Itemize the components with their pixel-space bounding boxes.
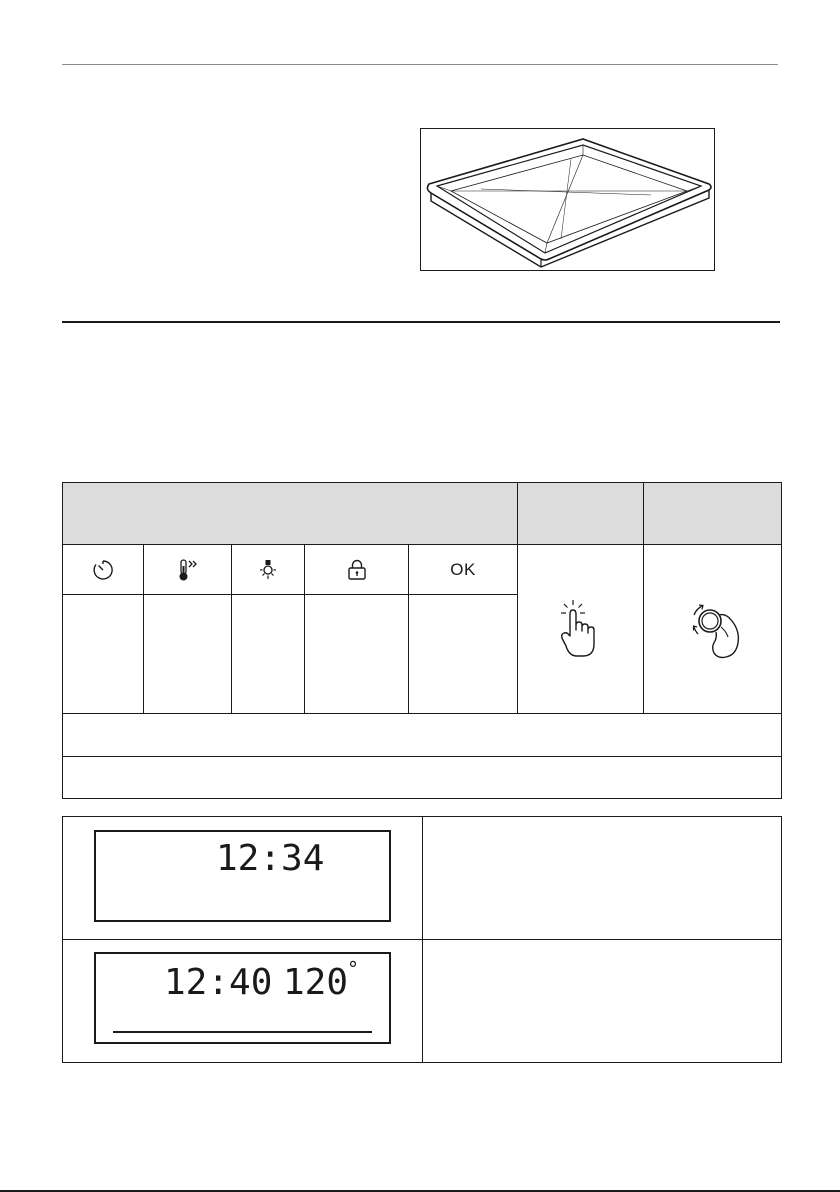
turn-knob-gesture-icon <box>682 597 744 661</box>
light-button[interactable] <box>232 545 304 594</box>
lock-button[interactable] <box>305 545 408 594</box>
table-row <box>63 714 781 756</box>
lcd-digits <box>96 832 389 920</box>
control-panel-table <box>62 482 782 799</box>
header-cell-knob <box>644 483 781 544</box>
display-screen-time <box>94 830 391 922</box>
lcd-digits <box>96 954 389 1042</box>
display-screen-time-temperature <box>94 952 391 1044</box>
touch-gesture-cell <box>518 545 643 713</box>
degree-symbol: ° <box>348 957 358 981</box>
baking-tray-illustration <box>420 128 715 271</box>
timer-description <box>63 595 143 713</box>
table-row <box>63 757 781 798</box>
display-examples-table <box>62 816 782 1063</box>
light-icon <box>256 558 280 582</box>
touch-gesture-icon <box>559 598 603 660</box>
lock-description <box>305 595 408 713</box>
section-rule <box>62 321 780 323</box>
fast-heat-up-icon <box>173 558 203 582</box>
ok-button[interactable] <box>409 545 517 594</box>
ok-description <box>409 595 517 713</box>
lock-icon <box>346 559 368 581</box>
time-readout: 12:34 <box>216 838 325 879</box>
ok-label: OK <box>450 559 476 579</box>
time-readout: 12:40 <box>164 962 273 1003</box>
top-rule <box>62 64 778 65</box>
header-cell-sensor-fields <box>63 483 517 544</box>
display-description <box>423 817 781 939</box>
timer-icon <box>92 559 114 581</box>
temperature-readout: 120 <box>283 962 349 1003</box>
header-cell-touch <box>518 483 643 544</box>
display-description <box>423 940 781 1062</box>
light-description <box>232 595 304 713</box>
baking-tray-icon <box>421 129 716 272</box>
timer-button[interactable] <box>63 545 143 594</box>
fast-heat-up-button[interactable] <box>144 545 231 594</box>
fast-heat-up-description <box>144 595 231 713</box>
knob-gesture-cell <box>644 545 781 713</box>
